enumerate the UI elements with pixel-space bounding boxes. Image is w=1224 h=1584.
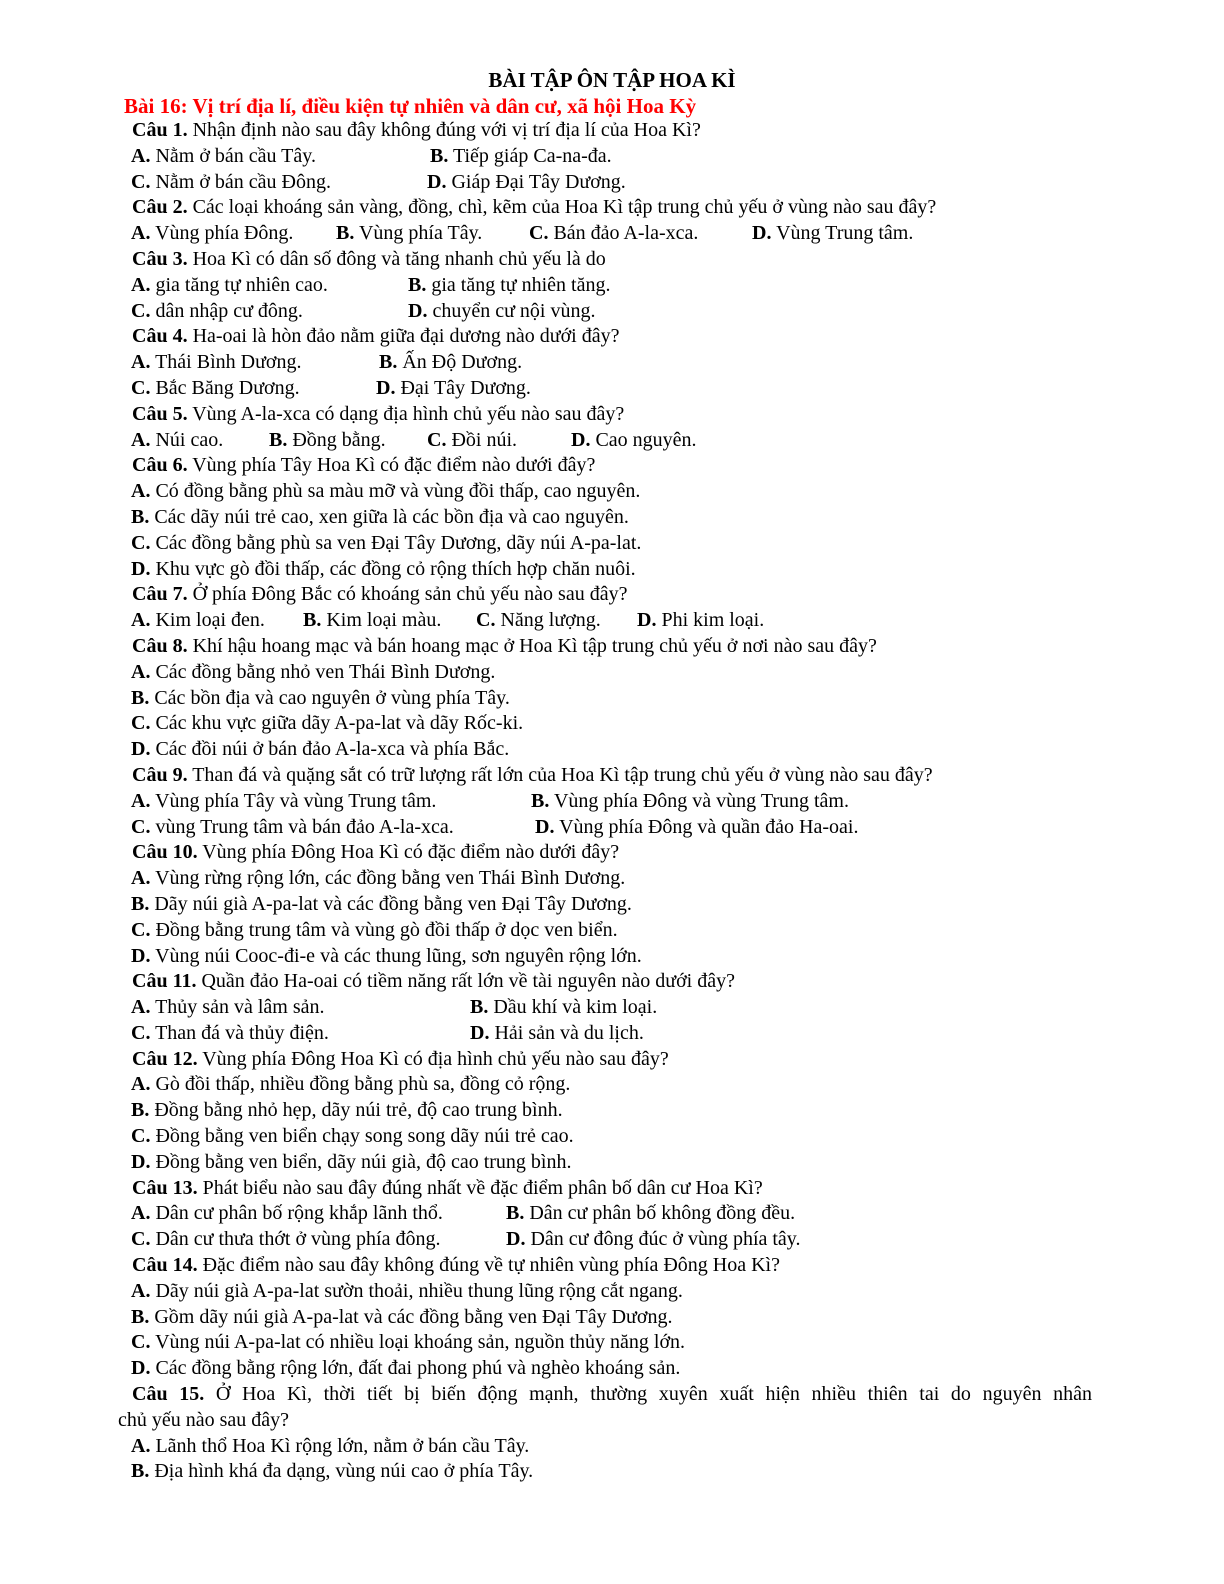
option-c: C. Các khu vực giữa dãy A-pa-lat và dãy Rốc-ki. xyxy=(131,712,524,735)
question-text: Vùng phía Đông Hoa Kì có đặc điểm nào dưới đây? xyxy=(197,841,620,864)
question-text: Ở phía Đông Bắc có khoáng sản chủ yếu nào sau đây? xyxy=(187,583,628,606)
option-row xyxy=(0,1201,1224,1227)
question-10 xyxy=(0,840,1224,866)
question-label: Câu 9. xyxy=(132,763,188,786)
question-label: Câu 3. xyxy=(132,247,188,270)
question-label: Câu 7. xyxy=(132,583,188,606)
question-text: Vùng A-la-xca có dạng địa hình chủ yếu nào sau đây? xyxy=(187,402,625,425)
question-text: Vùng phía Đông Hoa Kì có địa hình chủ yếu nào sau đây? xyxy=(197,1047,669,1070)
option-c: C. Bắc Băng Dương. xyxy=(131,376,300,399)
option-a: A. Vùng rừng rộng lớn, các đồng bằng ven Thái Bình Dương. xyxy=(131,867,626,890)
question-text: Ha-oai là hòn đảo nằm giữa đại dương nào dưới đây? xyxy=(187,325,620,348)
option-c: C. Năng lượng. xyxy=(476,609,601,632)
question-5 xyxy=(0,402,1224,428)
question-text: Vùng phía Tây Hoa Kì có đặc điểm nào dưới đây? xyxy=(187,454,596,477)
option-a: A. Dãy núi già A-pa-lat sườn thoải, nhiều thung lũng rộng cắt ngang. xyxy=(131,1279,683,1302)
option-a: A. Lãnh thổ Hoa Kì rộng lớn, nằm ở bán cầu Tây. xyxy=(131,1434,530,1457)
option-row xyxy=(0,376,1224,402)
option-row xyxy=(0,221,1224,247)
option-b: B. Đồng bằng nhỏ hẹp, dãy núi trẻ, độ cao trung bình. xyxy=(131,1099,563,1122)
option-d: D. chuyển cư nội vùng. xyxy=(408,299,596,322)
option-row xyxy=(0,170,1224,196)
option-d: D. Phi kim loại. xyxy=(637,609,765,632)
question-3 xyxy=(0,247,1224,273)
option-d: D. Vùng Trung tâm. xyxy=(752,222,914,245)
option-d: D. Khu vực gò đồi thấp, các đồng cỏ rộng thích hợp chăn nuôi. xyxy=(131,557,636,580)
question-9 xyxy=(0,763,1224,789)
option-a: A. Thái Bình Dương. xyxy=(131,351,302,374)
option-row xyxy=(0,789,1224,815)
option-row xyxy=(0,144,1224,170)
option-b: B. Vùng phía Tây. xyxy=(336,222,483,245)
question-text: Ở Hoa Kì, thời tiết bị biến động mạnh, thường xuyên xuất hiện nhiều thiên tai do nguyên nhân xyxy=(204,1383,1092,1406)
option-b: B. Địa hình khá đa dạng, vùng núi cao ở phía Tây. xyxy=(131,1460,534,1483)
question-label: Câu 2. xyxy=(132,196,188,219)
option-b: B. Dãy núi già A-pa-lat và các đồng bằng ven Đại Tây Dương. xyxy=(131,892,632,915)
option-c: C. Than đá và thủy điện. xyxy=(131,1021,329,1044)
option-row xyxy=(0,608,1224,634)
question-text: Khí hậu hoang mạc và bán hoang mạc ở Hoa Kì tập trung chủ yếu ở nơi nào sau đây? xyxy=(187,634,877,657)
question-label: Câu 14. xyxy=(132,1254,198,1277)
question-15 xyxy=(0,1382,1092,1408)
option-c: C. Đồi núi. xyxy=(427,428,518,451)
question-label: Câu 12. xyxy=(132,1047,198,1070)
page-title: BÀI TẬP ÔN TẬP HOA KÌ xyxy=(488,68,736,92)
option-a: A. Các đồng bằng nhỏ ven Thái Bình Dương. xyxy=(131,660,496,683)
question-label: Câu 11. xyxy=(132,970,197,993)
question-text: Phát biểu nào sau đây đúng nhất về đặc điểm phân bố dân cư Hoa Kì? xyxy=(197,1176,763,1199)
option-b: B. Các bồn địa và cao nguyên ở vùng phía Tây. xyxy=(131,686,510,709)
question-12 xyxy=(0,1047,1224,1073)
question-label: Câu 10. xyxy=(132,841,198,864)
option-b: B. Vùng phía Đông và vùng Trung tâm. xyxy=(531,789,849,812)
option-a: A. Nằm ở bán cầu Tây. xyxy=(131,144,316,167)
question-text: Đặc điểm nào sau đây không đúng về tự nhiên vùng phía Đông Hoa Kì? xyxy=(197,1254,780,1277)
question-text: Các loại khoáng sản vàng, đồng, chì, kẽm của Hoa Kì tập trung chủ yếu ở vùng nào sau đây? xyxy=(187,196,937,219)
question-label: Câu 15. xyxy=(132,1383,205,1406)
option-b: B. Ấn Độ Dương. xyxy=(379,351,523,374)
option-row xyxy=(0,350,1224,376)
question-label: Câu 5. xyxy=(132,402,188,425)
option-row xyxy=(0,299,1224,325)
option-b: B. Gồm dãy núi già A-pa-lat và các đồng bằng ven Đại Tây Dương. xyxy=(131,1305,673,1328)
question-14 xyxy=(0,1253,1224,1279)
option-a: A. gia tăng tự nhiên cao. xyxy=(131,273,328,296)
question-label: Câu 6. xyxy=(132,454,188,477)
option-b: B. Các dãy núi trẻ cao, xen giữa là các bồn địa và cao nguyên. xyxy=(131,505,629,528)
option-a: A. Kim loại đen. xyxy=(131,609,265,632)
option-d: D. Dân cư đông đúc ở vùng phía tây. xyxy=(506,1228,801,1251)
question-2 xyxy=(0,195,1224,221)
option-c: C. Vùng núi A-pa-lat có nhiều loại khoáng sản, nguồn thủy năng lớn. xyxy=(131,1331,686,1354)
option-row xyxy=(0,1021,1224,1047)
option-a: A. Có đồng bằng phù sa màu mỡ và vùng đồi thấp, cao nguyên. xyxy=(131,480,641,503)
option-c: C. Bán đảo A-la-xca. xyxy=(529,222,699,245)
option-b: B. Dầu khí và kim loại. xyxy=(470,996,658,1019)
option-a: A. Dân cư phân bố rộng khắp lãnh thổ. xyxy=(131,1202,443,1225)
option-b: B. Đồng bằng. xyxy=(269,428,386,451)
question-label: Câu 4. xyxy=(132,325,188,348)
question-15-continuation: chủ yếu nào sau đây? xyxy=(118,1408,290,1431)
option-row xyxy=(0,995,1224,1021)
question-text: Hoa Kì có dân số đông và tăng nhanh chủ yếu là do xyxy=(187,247,606,270)
option-d: D. Cao nguyên. xyxy=(571,428,697,451)
option-a: A. Vùng phía Tây và vùng Trung tâm. xyxy=(131,789,437,812)
question-list xyxy=(0,118,1224,1485)
option-d: D. Vùng phía Đông và quần đảo Ha-oai. xyxy=(535,815,859,838)
option-d: D. Giáp Đại Tây Dương. xyxy=(427,170,626,193)
question-text: Than đá và quặng sắt có trữ lượng rất lớn của Hoa Kì tập trung chủ yếu ở vùng nào sau đây? xyxy=(187,763,933,786)
option-b: B. Tiếp giáp Ca-na-đa. xyxy=(430,144,612,167)
option-row xyxy=(0,815,1224,841)
option-d: D. Hải sản và du lịch. xyxy=(470,1021,644,1044)
option-d: D. Các đồng bằng rộng lớn, đất đai phong phú và nghèo khoáng sản. xyxy=(131,1357,681,1380)
question-text: Quần đảo Ha-oai có tiềm năng rất lớn về tài nguyên nào dưới đây? xyxy=(196,970,735,993)
option-d: D. Đồng bằng ven biển, dãy núi già, độ cao trung bình. xyxy=(131,1150,572,1173)
question-text: Nhận định nào sau đây không đúng với vị trí địa lí của Hoa Kì? xyxy=(187,119,701,141)
question-4 xyxy=(0,324,1224,350)
question-13 xyxy=(0,1176,1224,1202)
option-a: A. Gò đồi thấp, nhiều đồng bằng phù sa, đồng cỏ rộng. xyxy=(131,1073,571,1096)
option-a: A. Núi cao. xyxy=(131,428,224,451)
option-c: C. Đồng bằng trung tâm và vùng gò đồi thấp ở dọc ven biển. xyxy=(131,918,618,941)
option-row xyxy=(0,1227,1224,1253)
option-a: A. Vùng phía Đông. xyxy=(131,222,294,245)
question-label: Câu 13. xyxy=(132,1176,198,1199)
question-label: Câu 1. xyxy=(132,119,188,141)
option-c: C. Dân cư thưa thớt ở vùng phía đông. xyxy=(131,1228,441,1251)
lesson-heading: Bài 16: Vị trí địa lí, điều kiện tự nhiên và dân cư, xã hội Hoa Kỳ xyxy=(124,94,697,118)
question-6 xyxy=(0,453,1224,479)
option-row xyxy=(0,273,1224,299)
option-b: B. Dân cư phân bố không đồng đều. xyxy=(506,1202,796,1225)
option-c: C. Các đồng bằng phù sa ven Đại Tây Dương, dãy núi A-pa-lat. xyxy=(131,531,642,554)
option-c: C. Nằm ở bán cầu Đông. xyxy=(131,170,331,193)
question-8 xyxy=(0,634,1224,660)
option-d: D. Các đồi núi ở bán đảo A-la-xca và phía Bắc. xyxy=(131,738,510,761)
option-a: A. Thủy sản và lâm sản. xyxy=(131,996,325,1019)
option-b: B. Kim loại màu. xyxy=(303,609,442,632)
question-label: Câu 8. xyxy=(132,634,188,657)
option-c: C. dân nhập cư đông. xyxy=(131,299,303,322)
option-d: D. Đại Tây Dương. xyxy=(376,376,531,399)
question-1 xyxy=(0,118,1224,144)
question-11 xyxy=(0,969,1224,995)
option-c: C. Đồng bằng ven biển chạy song song dãy núi trẻ cao. xyxy=(131,1125,574,1148)
option-row xyxy=(0,428,1224,454)
option-d: D. Vùng núi Cooc-đi-e và các thung lũng, sơn nguyên rộng lớn. xyxy=(131,944,642,967)
option-b: B. gia tăng tự nhiên tăng. xyxy=(408,273,611,296)
option-c: C. vùng Trung tâm và bán đảo A-la-xca. xyxy=(131,815,454,838)
question-7 xyxy=(0,582,1224,608)
